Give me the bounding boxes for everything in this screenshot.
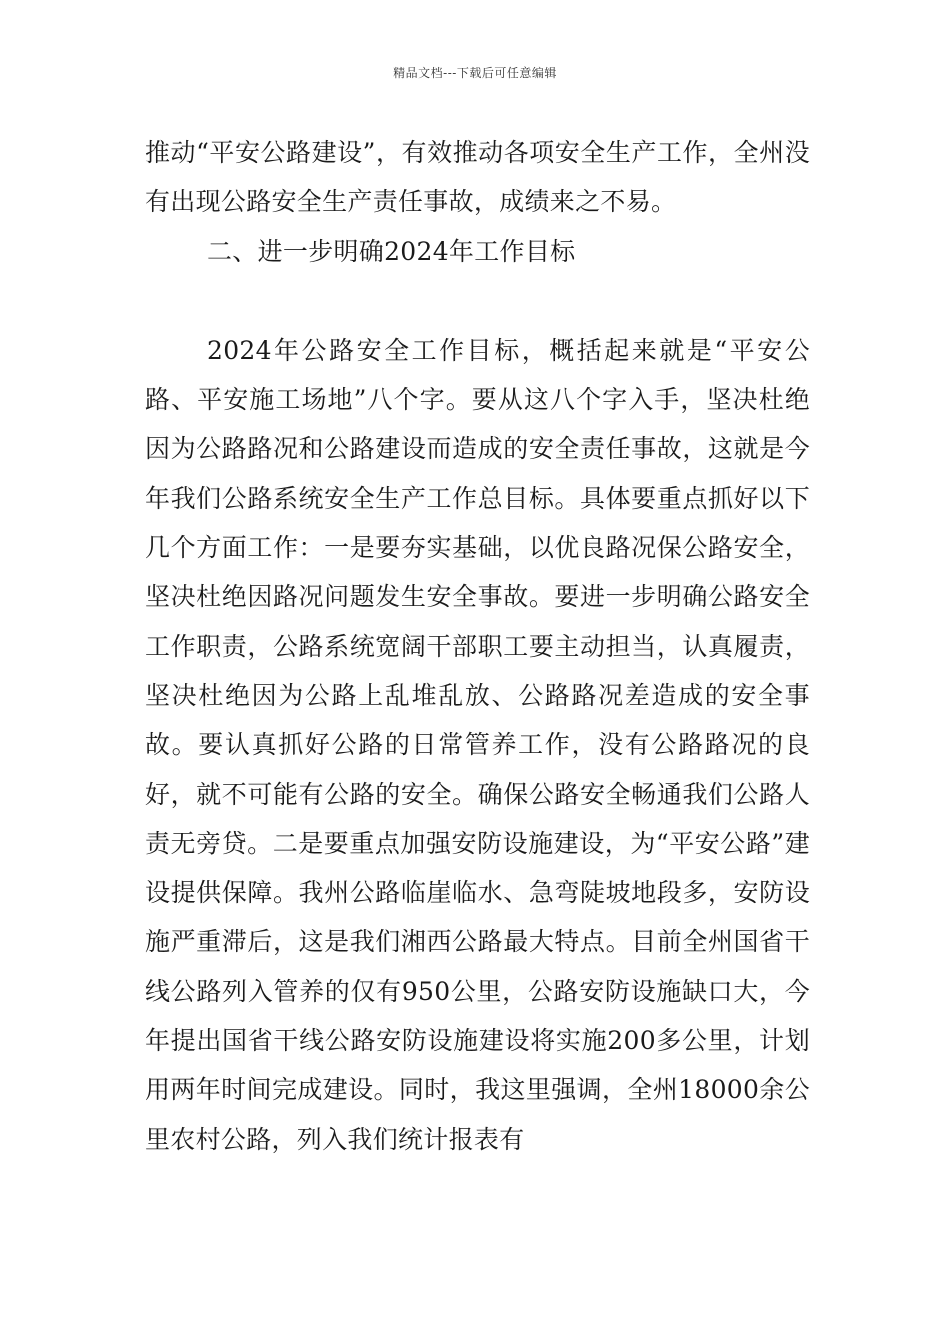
paragraph-goals: 2024年公路安全工作目标，概括起来就是“平安公路、平安施工场地”八个字。要从这八个字入手，坚决杜绝因为公路路况和公路建设而造成的安全责任事故，这就是今年我们公路系统安全生产工作总目标。具体要重点抓好以下几个方面工作：一是要夯实基础，以优良路况保公路安全，坚决杜绝因路况问题发生安全事故。要进一步明确公路安全工作职责，公路系统宽阔干部职工要主动担当，认真履责，坚决杜绝因为公路上乱堆乱放、公路路况差造成的安全事故。要认真抓好公路的日常管养工作，没有公路路况的良好，就不可能有公路的安全。确保公路安全畅通我们公路人责无旁贷。二是要重点加强安防设施建设，为“平安公路”建设提供保障。我州公路临崖临水、急弯陡坡地段多，安防设施严重滞后，这是我们湘西公路最大特点。目前全州国省干线公路列入管养的仅有950公里，公路安防设施缺口大，今年提出国省干线公路安防设施建设将实施200多公里，计划用两年时间完成建设。同时，我这里强调，全州18000余公里农村公路，列入我们统计报表有 (145, 335, 810, 1154)
page-header: 精品文档---下载后可任意编辑 (393, 66, 557, 80)
section-heading: 二、进一步明确2024年工作目标 (207, 236, 576, 266)
document-body (145, 128, 810, 1164)
paragraph-continued: 推动“平安公路建设”，有效推动各项安全生产工作，全州没有出现公路安全生产责任事故，成绩来之不易。 (145, 138, 810, 217)
